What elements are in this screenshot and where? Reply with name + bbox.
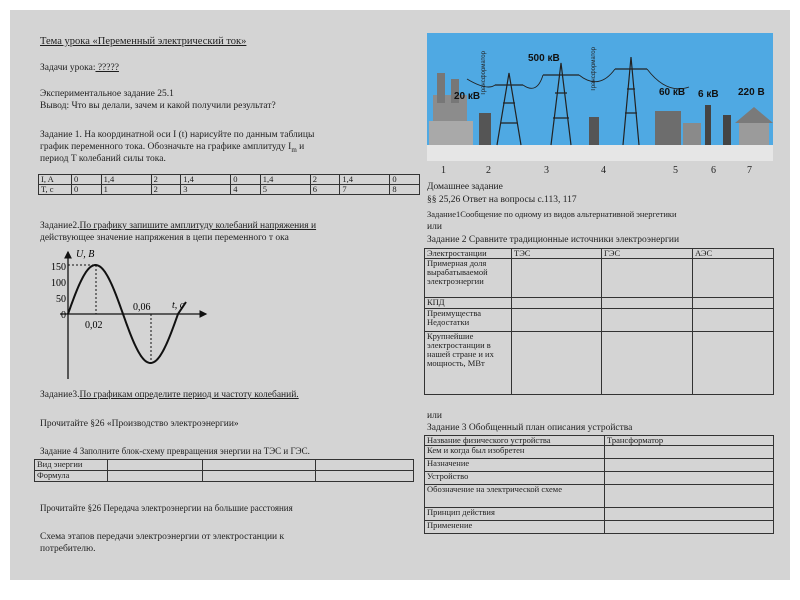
scheme-line1: Схема этапов передачи электроэнергии от электростанции к bbox=[40, 532, 285, 542]
x-axis-label: t, с bbox=[172, 300, 185, 311]
transmission-tower-icon bbox=[495, 57, 647, 145]
voltage-label: 60 кВ bbox=[659, 87, 686, 98]
stage-number: 1 bbox=[441, 165, 446, 176]
homework-title: Домашнее задание bbox=[427, 182, 503, 192]
house-icon bbox=[735, 107, 773, 145]
ytick-label: 150 bbox=[51, 262, 66, 273]
stage-number: 4 bbox=[601, 165, 606, 176]
table-row: Преимущества Недостатки bbox=[425, 309, 774, 332]
task4-line: Задание 4 Заполните блок-схему превращения энергии на ТЭС и ГЭС. bbox=[40, 446, 310, 456]
read-paragraph-26: Прочитайте §26 «Производство электроэнергии» bbox=[40, 419, 239, 429]
table-row: Назначение bbox=[425, 459, 774, 472]
current-table bbox=[38, 174, 420, 195]
voltage-graph bbox=[40, 244, 210, 384]
table-row: Примерная доля вырабатываемой электроэнергии bbox=[425, 259, 774, 298]
table-row: Электростанции ТЭС ГЭС АЭС bbox=[425, 249, 774, 259]
table-row: Название физического устройства Трансформатор bbox=[425, 436, 774, 446]
table-row: Вид энергии bbox=[35, 460, 414, 471]
table-row: Применение bbox=[425, 521, 774, 534]
task1-line1: Задание 1. На координатной оси I (t) нарисуйте по данным таблицы bbox=[40, 130, 315, 140]
table-row: I, A 0 1,4 2 1,4 0 1,4 2 1,4 0 bbox=[39, 175, 420, 185]
or-label: или bbox=[427, 222, 442, 232]
voltage-label: 220 В bbox=[738, 87, 765, 98]
transformer-icon bbox=[479, 113, 491, 145]
experiment-task: Экспериментальное задание 25.1 bbox=[40, 89, 174, 99]
stage-number: 5 bbox=[673, 165, 678, 176]
table-row: КПД bbox=[425, 298, 774, 309]
or-label: или bbox=[427, 411, 442, 421]
powerplants-table bbox=[424, 248, 774, 395]
ytick-label: 0 bbox=[61, 310, 66, 321]
task3-line: Задание3.По графикам определите период и частоту колебаний. bbox=[40, 390, 299, 400]
table-row: Крупнейшие электростанции в нашей стране и их мощность, МВт bbox=[425, 332, 774, 395]
lesson-tasks: Задачи урока: ????? bbox=[40, 63, 119, 73]
transformer-icon bbox=[589, 117, 599, 145]
rtask1-line: Задание1Сообщение по одному из видов альтернативной энергетики bbox=[427, 209, 677, 219]
power-transmission-illustration bbox=[427, 33, 773, 161]
x-tick-label: 0,02 bbox=[85, 320, 103, 331]
stage-number: 3 bbox=[544, 165, 549, 176]
table-row: Кем и когда был изобретен bbox=[425, 446, 774, 459]
voltage-label: 20 кВ bbox=[454, 91, 481, 102]
table-row: Устройство bbox=[425, 472, 774, 485]
conclusion-text: Вывод: Что вы делали, зачем и какой получили результат? bbox=[40, 101, 276, 111]
stage-number: 6 bbox=[711, 165, 716, 176]
table-row: Формула bbox=[35, 471, 414, 482]
task2-line1: Задание2.По графику запишите амплитуду колебаний напряжения и bbox=[40, 221, 317, 231]
lesson-title: Тема урока «Переменный электрический ток» bbox=[40, 36, 247, 47]
scheme-line2: потребителю. bbox=[40, 544, 96, 554]
task2-line2: действующее значение напряжения в цепи переменного т ока bbox=[40, 233, 289, 243]
substation-icon bbox=[655, 105, 731, 145]
table-row: Принцип действия bbox=[425, 508, 774, 521]
ytick-label: 50 bbox=[56, 294, 66, 305]
transformer-caption: Трансформатор bbox=[481, 51, 487, 96]
stage-number: 7 bbox=[747, 165, 752, 176]
y-axis-label: U, В bbox=[76, 249, 95, 260]
voltage-label: 6 кВ bbox=[698, 89, 719, 100]
table-row: T, с 0 1 2 3 4 5 6 7 8 bbox=[39, 185, 420, 195]
power-plant-icon bbox=[429, 73, 473, 145]
x-tick-label: 0,06 bbox=[133, 302, 151, 313]
transformer-caption: Трансформатор bbox=[591, 47, 597, 92]
ytick-label: 100 bbox=[51, 278, 66, 289]
task1-line2: график переменного тока. Обозначьте на графике амплитуду $I_m$ и bbox=[40, 142, 305, 154]
rtask3-line: Задание 3 Обобщенный план описания устройства bbox=[427, 423, 633, 433]
read-paragraph-26b: Прочитайте §26 Передача электроэнергии на большие расстояния bbox=[40, 503, 293, 513]
rtask2-line: Задание 2 Сравните традиционные источники электроэнергии bbox=[427, 235, 680, 245]
stage-number: 2 bbox=[486, 165, 491, 176]
device-plan-table bbox=[424, 435, 774, 534]
task1-line3: период T колебаний силы тока. bbox=[40, 154, 166, 164]
voltage-label: 500 кВ bbox=[528, 53, 560, 64]
table-row: Обозначение на электрической схеме bbox=[425, 485, 774, 508]
energy-table bbox=[34, 459, 414, 482]
homework-ref: §§ 25,26 Ответ на вопросы с.113, 117 bbox=[427, 195, 577, 205]
